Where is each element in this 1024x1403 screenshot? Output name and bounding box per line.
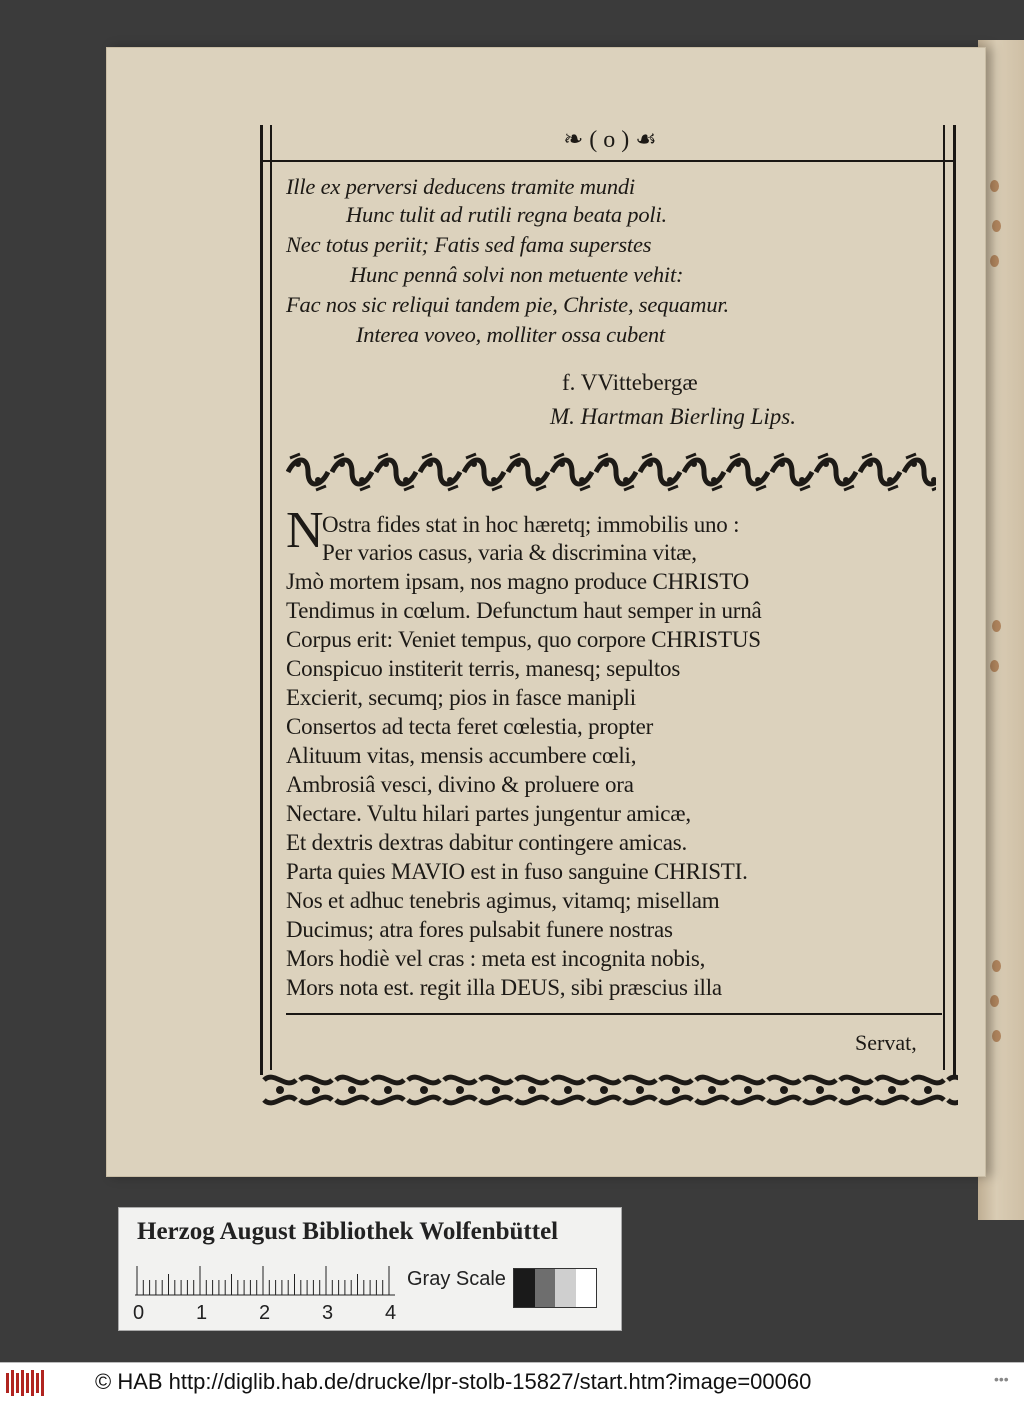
- footer-bar: [0, 1362, 1024, 1403]
- prose-line: Corpus erit: Veniet tempus, quo corpore CHRISTUS: [286, 627, 761, 652]
- swatch-light-gray: [555, 1269, 576, 1307]
- header-ornament: ❧ ( o ) ☙: [563, 127, 657, 153]
- swatch-black: [514, 1269, 535, 1307]
- poem-line: Interea voveo, molliter ossa cubent: [356, 322, 665, 347]
- swatch-dark-gray: [535, 1269, 556, 1307]
- ruler-number: 0: [133, 1302, 145, 1324]
- prose-line: Conspicuo institerit terris, manesq; sepultos: [286, 656, 681, 681]
- drop-cap: N: [286, 502, 324, 559]
- ruler-number: 2: [259, 1302, 271, 1324]
- card-title: Herzog August Bibliothek Wolfenbüttel: [137, 1218, 559, 1245]
- prose-line: Consertos ad tecta feret cœlestia, propter: [286, 714, 654, 739]
- poem-line: Hunc pennâ solvi non metuente vehit:: [350, 262, 684, 287]
- ellipsis-icon[interactable]: •••: [994, 1371, 1009, 1387]
- ornamental-band-bottom: [262, 1070, 958, 1110]
- prose-line: Tendimus in cœlum. Defunctum haut semper in urnâ: [286, 598, 762, 623]
- swatch-white: [576, 1269, 597, 1307]
- prose-line: Jmò mortem ipsam, nos magno produce CHRISTO: [286, 569, 750, 594]
- color-calibration-card: [118, 1207, 622, 1331]
- frame-lower-rule: [286, 1013, 942, 1015]
- footer-url-link[interactable]: © HAB http://diglib.hab.de/drucke/lpr-stolb-15827/start.htm?image=00060: [95, 1369, 812, 1394]
- prose-line: Ducimus; atra fores pulsabit funere nostras: [286, 917, 673, 942]
- frame-left-inner: [270, 125, 272, 1070]
- ruler-number: 4: [385, 1302, 397, 1324]
- catchword: Servat,: [855, 1030, 917, 1055]
- prose-line: Nectare. Vultu hilari partes jungentur amicæ,: [286, 801, 691, 826]
- prose-line: Mors hodiè vel cras : meta est incognita nobis,: [286, 946, 706, 971]
- prose-line: Ostra fides stat in hoc hæretq; immobilis uno :: [322, 512, 740, 537]
- hab-logo-icon[interactable]: [6, 1370, 48, 1396]
- prose-line: Ambrosiâ vesci, divino & proluere ora: [286, 772, 634, 797]
- prose-line: Nos et adhuc tenebris agimus, vitamq; misellam: [286, 888, 720, 913]
- frame-right-inner: [943, 125, 945, 1070]
- grayscale-swatches: [513, 1268, 597, 1308]
- prose-line: Alituum vitas, mensis accumbere cœli,: [286, 743, 637, 768]
- ruler-number: 3: [322, 1302, 334, 1324]
- signature-place: f. VVittebergæ: [562, 370, 698, 395]
- poem-line: Hunc tulit ad rutili regna beata poli.: [346, 202, 667, 227]
- ruler-number: 1: [196, 1302, 208, 1324]
- frame-right-outer: [953, 125, 956, 1075]
- prose-line: Parta quies MAVIO est in fuso sanguine CHRISTI.: [286, 859, 748, 884]
- frame-left-outer: [260, 125, 263, 1075]
- prose-line: Mors nota est. regit illa DEUS, sibi præscius illa: [286, 975, 722, 1000]
- prose-line: Excierit, secumq; pios in fasce manipli: [286, 685, 636, 710]
- prose-line: Per varios casus, varia & discrimina vitæ,: [322, 540, 697, 565]
- poem-line: Fac nos sic reliqui tandem pie, Christe, sequamur.: [286, 292, 729, 317]
- prose-line: Et dextris dextras dabitur contingere amicas.: [286, 830, 688, 855]
- signature-name: M. Hartman Bierling Lips.: [550, 404, 796, 429]
- ruler-scale: [135, 1266, 395, 1296]
- poem-line: Nec totus periit; Fatis sed fama superstes: [286, 232, 652, 257]
- ornamental-band-middle: [286, 452, 936, 492]
- poem-line: Ille ex perversi deducens tramite mundi: [286, 174, 635, 199]
- grayscale-label: Gray Scale: [407, 1268, 506, 1290]
